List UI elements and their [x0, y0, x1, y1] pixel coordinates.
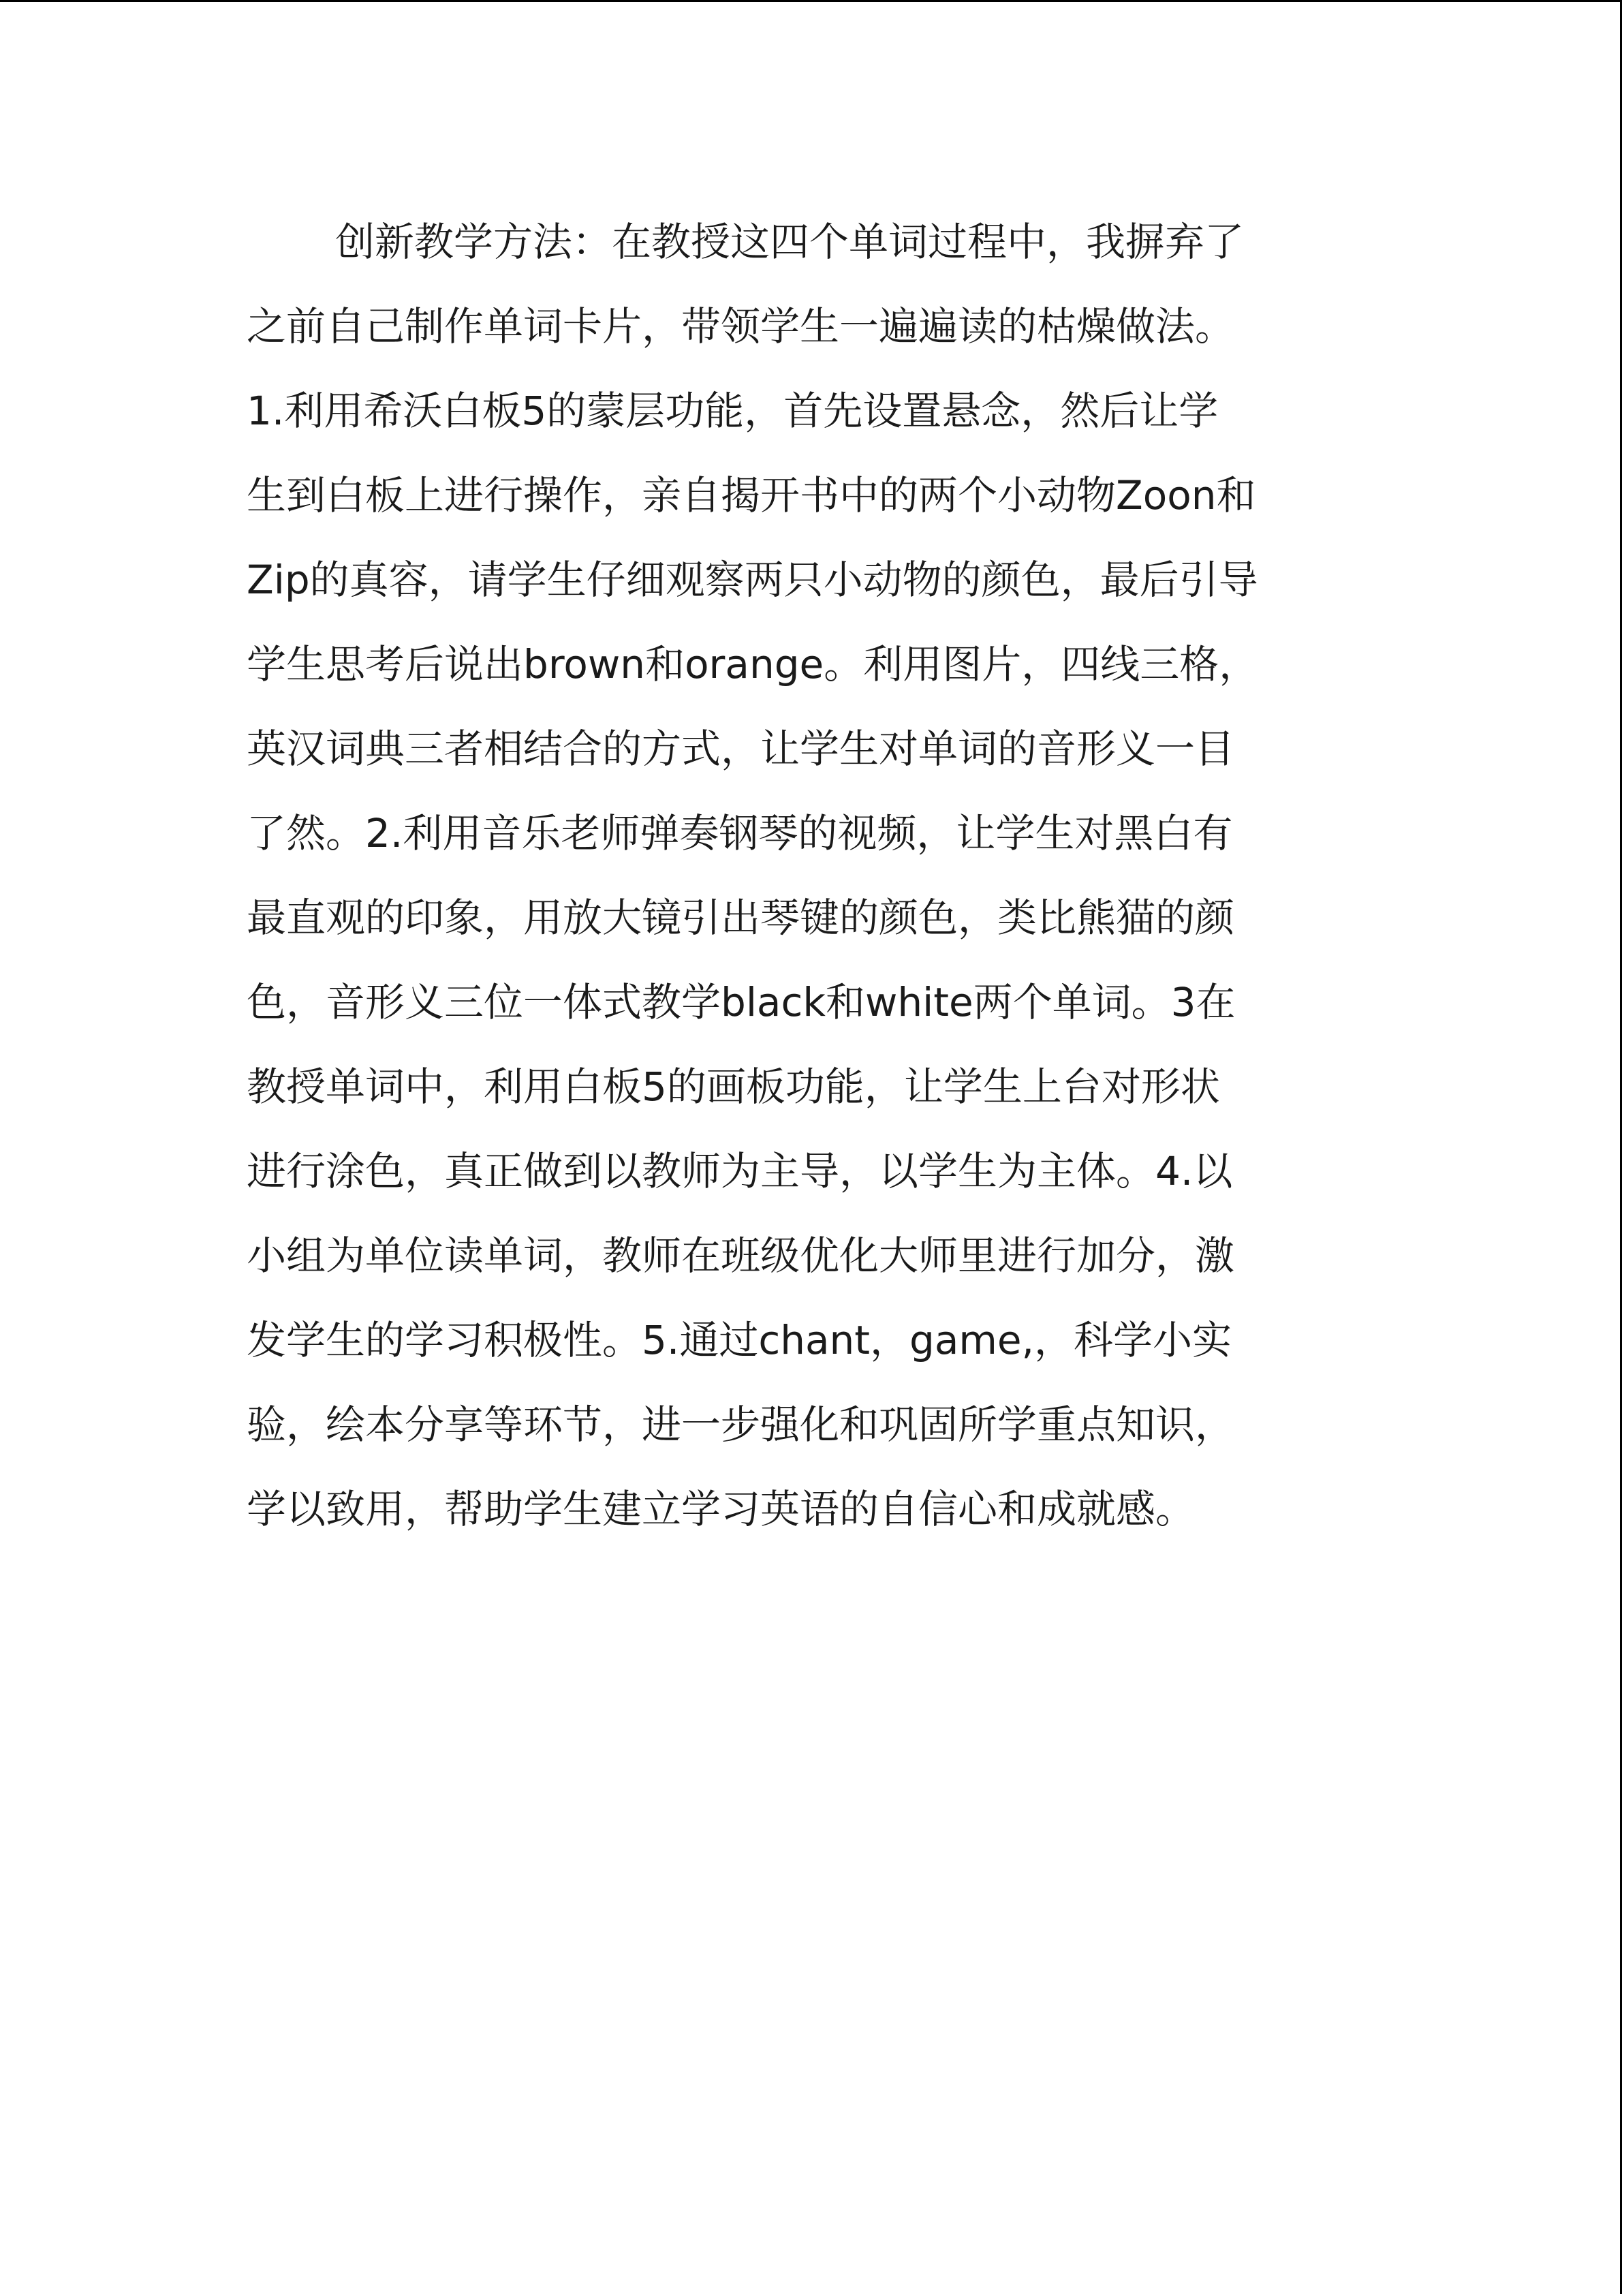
body-paragraph	[0, 2, 1622, 2296]
paragraph-line: Zip的真容，请学生仔细观察两只小动物的颜色，最后引导	[247, 557, 1258, 603]
paragraph-line: 学以致用，帮助学生建立学习英语的自信心和成就感。	[247, 1486, 1196, 1532]
paragraph-line: 色，音形义三位一体式教学black和white两个单词。3在	[247, 979, 1236, 1025]
paragraph-line: 学生思考后说出brown和orange。利用图片，四线三格，	[247, 641, 1259, 687]
paragraph-line: 1.利用希沃白板5的蒙层功能，首先设置悬念，然后让学	[247, 388, 1219, 434]
paragraph-line: 验，绘本分享等环节，进一步强化和巩固所学重点知识，	[247, 1401, 1235, 1448]
paragraph-line: 之前自己制作单词卡片，带领学生一遍遍读的枯燥做法。	[247, 303, 1235, 350]
paragraph-line: 小组为单位读单词，教师在班级优化大师里进行加分，激	[247, 1232, 1235, 1279]
paragraph-line: 生到白板上进行操作，亲自揭开书中的两个小动物Zoon和	[247, 472, 1256, 518]
paragraph-line: 发学生的学习积极性。5.通过chant，game,，科学小实	[247, 1317, 1232, 1363]
paragraph-line: 教授单词中，利用白板5的画板功能，让学生上台对形状	[247, 1064, 1220, 1110]
paragraph-line: 创新教学方法：在教授这四个单词过程中，我摒弃了	[335, 219, 1245, 265]
paragraph-line: 了然。2.利用音乐老师弹奏钢琴的视频，让学生对黑白有	[247, 810, 1233, 856]
paragraph-line: 进行涂色，真正做到以教师为主导，以学生为主体。4.以	[247, 1148, 1233, 1194]
paragraph-line: 最直观的印象，用放大镜引出琴键的颜色，类比熊猫的颜	[247, 895, 1235, 941]
paragraph-line: 英汉词典三者相结合的方式，让学生对单词的音形义一目	[247, 726, 1235, 772]
